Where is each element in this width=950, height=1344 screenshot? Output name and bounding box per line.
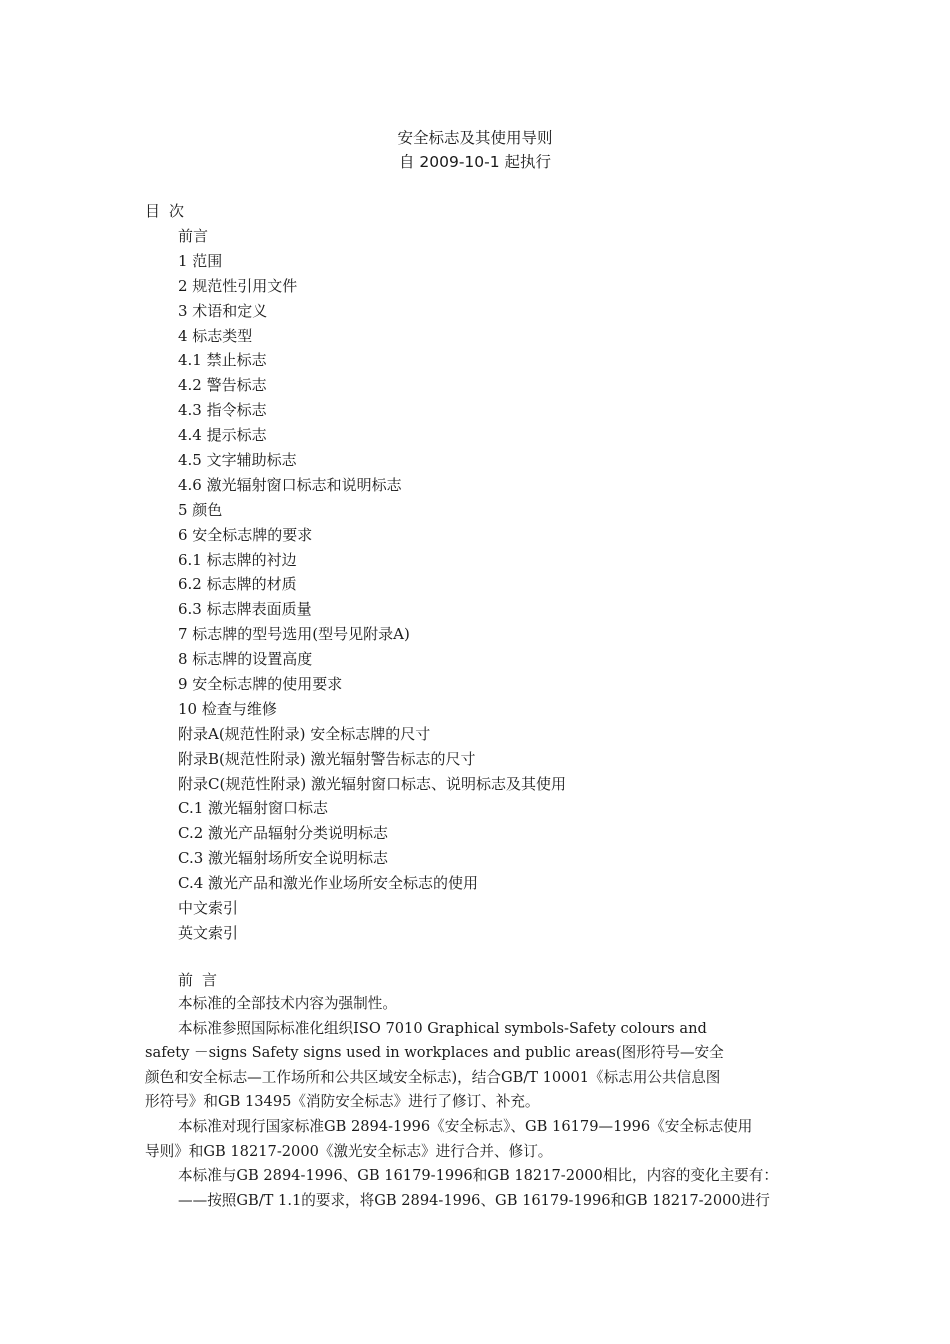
toc-item: 英文索引 xyxy=(178,923,239,942)
toc-item: 9 安全标志牌的使用要求 xyxy=(178,675,343,694)
toc-item: 4.3 指令标志 xyxy=(178,401,267,420)
paragraph-line: safety －signs Safety signs used in workplaces and public areas(图形符号—安全 xyxy=(145,1044,724,1062)
toc-item: C.4 激光产品和激光作业场所安全标志的使用 xyxy=(178,874,479,893)
toc-item: 6.1 标志牌的衬边 xyxy=(178,550,297,569)
toc-item: 4 标志类型 xyxy=(178,326,253,345)
paragraph-line: 本标准的全部技术内容为强制性。 xyxy=(178,995,397,1012)
paragraph-line: 导则》和GB 18217-2000《激光安全标志》进行合并、修订。 xyxy=(145,1142,553,1160)
toc-item: C.2 激光产品辐射分类说明标志 xyxy=(178,824,389,843)
toc-item: 10 检查与维修 xyxy=(178,699,277,718)
toc-item: 中文索引 xyxy=(178,899,239,918)
effective-date: 自 2009-10-1 起执行 xyxy=(398,153,552,171)
preface-paragraph xyxy=(145,1017,805,1115)
paragraph-line: ——按照GB/T 1.1的要求，将GB 2894-1996、GB 16179-1996和GB 18217-2000进行 xyxy=(178,1191,770,1209)
paragraph-line: 本标准对现行国家标准GB 2894-1996《安全标志》、GB 16179—1996《安全标志使用 xyxy=(178,1117,753,1135)
toc-item: 前言 xyxy=(178,227,209,245)
preface-body xyxy=(145,992,805,1213)
toc-item: 1 范围 xyxy=(178,251,223,270)
toc-item: 4.4 提示标志 xyxy=(178,426,267,445)
toc-item: 4.1 禁止标志 xyxy=(178,351,267,370)
paragraph-line: 形符号》和GB 13495《消防安全标志》进行了修订、补充。 xyxy=(145,1093,540,1111)
toc-heading: 目次 xyxy=(145,202,194,220)
document-title: 安全标志及其使用导则 xyxy=(397,129,553,147)
toc-item: C.1 激光辐射窗口标志 xyxy=(178,799,329,818)
paragraph-line: 本标准参照国际标准化组织ISO 7010 Graphical symbols-Safety colours and xyxy=(178,1019,707,1037)
toc-item: 6.2 标志牌的材质 xyxy=(178,575,297,594)
toc-item: 8 标志牌的设置高度 xyxy=(178,650,313,669)
toc-item: 7 标志牌的型号选用(型号见附录A) xyxy=(178,625,410,644)
toc-item: 6 安全标志牌的要求 xyxy=(178,525,313,544)
toc-item: 2 规范性引用文件 xyxy=(178,276,298,295)
paragraph-line: 本标准与GB 2894-1996、GB 16179-1996和GB 18217-2000相比，内容的变化主要有： xyxy=(178,1167,778,1185)
toc-item: 6.3 标志牌表面质量 xyxy=(178,600,312,619)
preface-heading: 前言 xyxy=(178,971,227,989)
preface-paragraph xyxy=(145,1164,805,1189)
toc-item: 4.2 警告标志 xyxy=(178,376,267,395)
toc-item: 3 术语和定义 xyxy=(178,301,268,320)
toc-item: 5 颜色 xyxy=(178,500,223,519)
table-of-contents xyxy=(178,224,566,946)
toc-item: 附录A(规范性附录) 安全标志牌的尺寸 xyxy=(178,724,431,743)
toc-item: 附录C(规范性附录) 激光辐射窗口标志、说明标志及其使用 xyxy=(178,774,566,793)
toc-item: 附录B(规范性附录) 激光辐射警告标志的尺寸 xyxy=(178,749,476,768)
paragraph-line: 颜色和安全标志—工作场所和公共区域安全标志)，结合GB/T 10001《标志用公共信息图 xyxy=(145,1068,721,1086)
preface-paragraph xyxy=(145,1189,805,1214)
preface-paragraph xyxy=(145,992,805,1017)
preface-paragraph xyxy=(145,1115,805,1164)
toc-item: C.3 激光辐射场所安全说明标志 xyxy=(178,849,389,868)
toc-item: 4.5 文字辅助标志 xyxy=(178,451,297,470)
preface-section xyxy=(145,968,805,1213)
toc-item: 4.6 激光辐射窗口标志和说明标志 xyxy=(178,475,402,494)
